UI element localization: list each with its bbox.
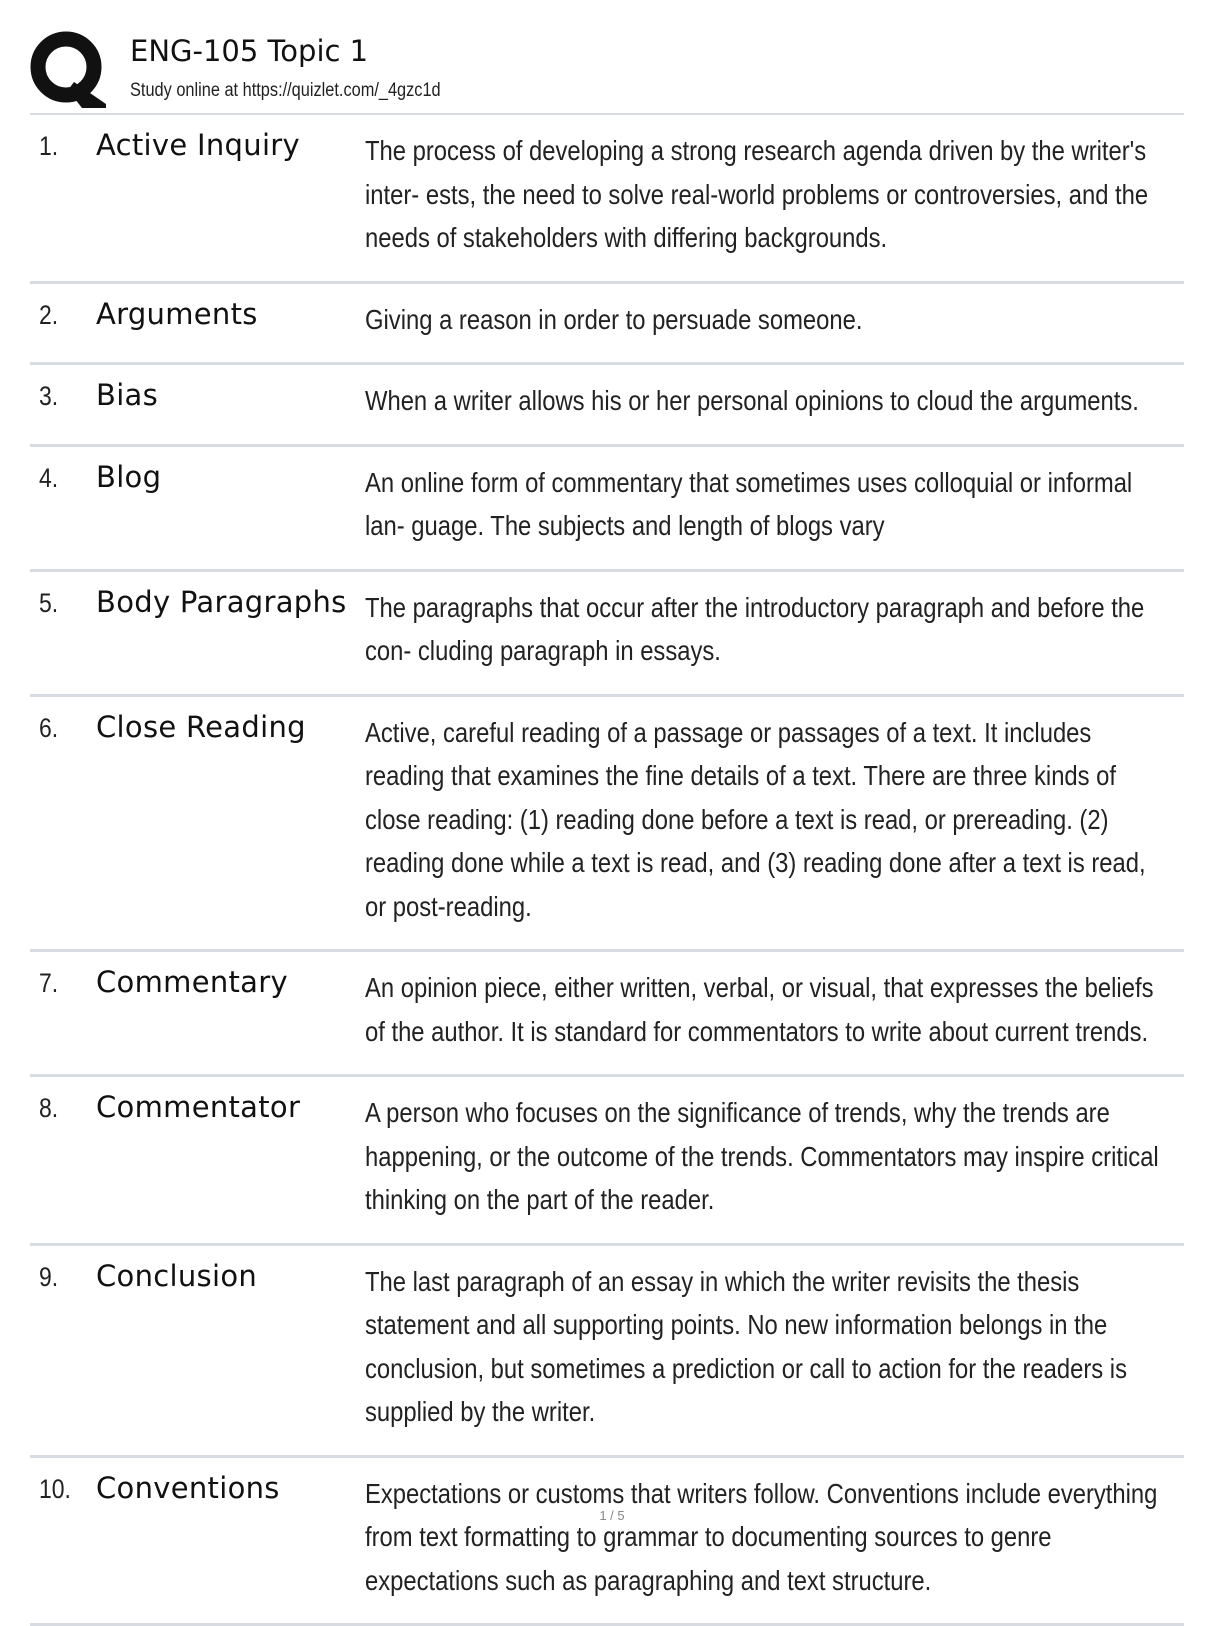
term-list [30,115,1184,1626]
page-header [30,28,1184,114]
term-number: 6. [39,713,58,744]
term-row [30,447,1184,572]
term-number: 4. [39,463,58,494]
term-name: Conventions [96,1471,280,1505]
term-definition: An opinion piece, either written, verbal, or visual, that expresses the beliefs of the author. It is standard for commentators to write about current trends. [365,966,1164,1053]
term-definition: Expectations or customs that writers follow. Conventions include everything from text formatting to grammar to documenting sources to genre expectations such as paragraphing and text structure. [365,1472,1164,1603]
term-number: 5. [39,588,58,619]
term-number: 10. [39,1474,71,1505]
term-name: Close Reading [96,710,306,744]
study-online-link[interactable]: Study online at https://quizlet.com/_4gzc1d [130,80,441,102]
term-definition: Active, careful reading of a passage or passages of a text. It includes reading that examines the fine details of a text. There are three kinds of close reading: (1) reading done before a text is read, or prereading. (2) reading done while a text is read, and (3) reading done after a text is read, or post-reading. [365,711,1164,929]
quizlet-q-logo-icon [30,30,108,108]
term-number: 3. [39,381,58,412]
term-definition: The paragraphs that occur after the introductory paragraph and before the con- cluding paragraph in essays. [365,586,1164,673]
term-definition: Giving a reason in order to persuade someone. [365,298,1164,342]
term-number: 9. [39,1262,58,1293]
term-definition: An online form of commentary that sometimes uses colloquial or informal lan- guage. The subjects and length of blogs vary [365,461,1164,548]
term-row [30,1077,1184,1246]
term-row [30,1246,1184,1458]
term-definition: A person who focuses on the significance of trends, why the trends are happening, or the outcome of the trends. Commentators may inspire critical thinking on the part of the reader. [365,1091,1164,1222]
term-name: Body Paragraphs [96,585,347,619]
term-row [30,697,1184,953]
term-name: Commentary [96,965,288,999]
term-row [30,284,1184,366]
term-number: 2. [39,300,58,331]
term-definition: The last paragraph of an essay in which the writer revisits the thesis statement and all supporting points. No new information belongs in the conclusion, but sometimes a prediction or call to action for the readers is supplied by the writer. [365,1260,1164,1434]
term-row [30,365,1184,447]
term-name: Bias [96,378,158,412]
term-definition: When a writer allows his or her personal opinions to cloud the arguments. [365,379,1164,423]
term-name: Commentator [96,1090,300,1124]
term-row [30,572,1184,697]
term-row [30,1458,1184,1626]
term-name: Arguments [96,297,258,331]
set-title: ENG-105 Topic 1 [130,34,368,68]
term-name: Conclusion [96,1259,257,1293]
term-name: Blog [96,460,161,494]
term-row [30,115,1184,284]
term-definition: The process of developing a strong research agenda driven by the writer's inter- ests, the need to solve real-world problems or controversies, and the needs of stakeholders with differing backgrounds. [365,129,1164,260]
term-number: 7. [39,968,58,999]
term-name: Active Inquiry [96,128,300,162]
page-indicator: 1 / 5 [0,1508,1224,1523]
term-row [30,952,1184,1077]
term-number: 1. [39,131,58,162]
term-number: 8. [39,1093,58,1124]
